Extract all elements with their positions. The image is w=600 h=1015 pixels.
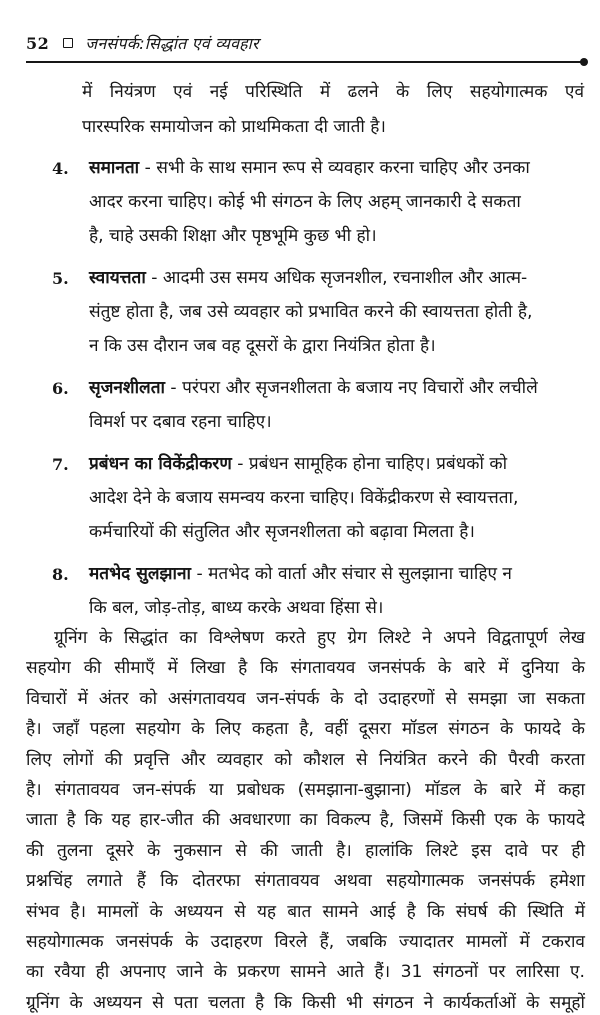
paragraph-line: लिए लोगों की प्रवृत्ति और व्यवहार को कौशल से नियंत्रित करने की पैरवी करता: [26, 749, 585, 770]
list-item-term: समानता: [89, 158, 140, 178]
list-item-first-line: [89, 562, 512, 586]
paragraph-line: संभव है। मामलों के अध्ययन से यह बात सामने आई है कि संघर्ष की स्थिति में: [26, 901, 585, 922]
text-line: में नियंत्रण एवं नई परिस्थिति में ढलने के लिए सहयोगात्मक एवं: [82, 82, 584, 102]
book-title: जनसंपर्क:सिद्धांत एवं व्यवहार: [85, 34, 259, 53]
list-number: 7.: [52, 455, 69, 474]
paragraph-line: विचारों में अंतर को असंगतावयव जन-संपर्क के दो उदाहरणों से समझा जा सकता: [26, 688, 585, 709]
list-item-first-line: [89, 156, 530, 180]
list-item-text: - प्रबंधन सामूहिक होना चाहिए। प्रबंधकों को: [231, 454, 508, 474]
paragraph-line: की तुलना दूसरे के नुकसान से की जाती है। हालांकि लिश्टे इस दावे पर ही: [26, 840, 585, 861]
list-item-text: - आदमी उस समय अधिक सृजनशील, रचनाशील और आत्म-: [145, 268, 528, 288]
list-number: 5.: [52, 269, 69, 288]
paragraph-line: प्रश्नचिंह लगाते हैं कि दोतरफा संगतावयव अथवा सहयोगात्मक जनसंपर्क हमेशा: [26, 871, 585, 892]
paragraph-line: है। संगतावयव जन-संपर्क या प्रबोधक (समझाना-बुझाना) मॉडल के बारे में कहा: [26, 780, 585, 800]
header-rule: [26, 61, 584, 63]
list-item-term: स्वायत्तता: [89, 268, 146, 288]
list-item-term: मतभेद सुलझाना: [89, 564, 191, 584]
text-line: आदर करना चाहिए। कोई भी संगठन के लिए अहम् जानकारी दे सकता: [89, 192, 521, 212]
text-line: कि बल, जोड़-तोड़, बाध्य करके अथवा हिंसा से।: [89, 598, 384, 618]
text-line: पारस्परिक समायोजन को प्राथमिकता दी जाती है।: [82, 117, 386, 137]
text-line: संतुष्ट होता है, जब उसे व्यवहार को प्रभावित करने की स्वायत्तता होती है,: [89, 302, 533, 322]
list-item-text: - सभी के साथ समान रूप से व्यवहार करना चाहिए और उनका: [139, 158, 530, 178]
list-item-first-line: [89, 266, 527, 290]
list-item-term: सृजनशीलता: [89, 378, 165, 398]
paragraph-line: जाता है कि यह हार-जीत की अवधारणा का विकल्प है, जिसमें किसी एक के फायदे: [26, 810, 585, 831]
list-number: 6.: [52, 379, 69, 398]
list-item-first-line: [89, 452, 507, 476]
paragraph-line: सहयोग की सीमाएँ में लिखा है कि संगतावयव जनसंपर्क के बारे में दुनिया के: [26, 658, 585, 679]
rule-end-dot-icon: [580, 58, 588, 66]
paragraph-line: ग्रूनिंग के सिद्धांत का विश्लेषण करते हुए ग्रेग लिश्टे ने अपने विद्वतापूर्ण लेख: [54, 628, 585, 648]
text-line: विमर्श पर दबाव रहना चाहिए।: [89, 412, 272, 432]
list-item-term: प्रबंधन का विकेंद्रीकरण: [89, 454, 232, 474]
running-head: [26, 30, 259, 56]
list-item-text: - परंपरा और सृजनशीलता के बजाय नए विचारों और लचीले: [164, 378, 538, 398]
paragraph-line: सहयोगात्मक जनसंपर्क के उदाहरण विरले हैं, जबकि ज्यादातर मामलों में टकराव: [26, 932, 585, 952]
list-number: 4.: [52, 159, 69, 178]
square-bullet-icon: [63, 38, 73, 48]
text-line: न कि उस दौरान जब वह दूसरों के द्वारा नियंत्रित होता है।: [89, 336, 436, 356]
page-number: 52: [26, 33, 50, 53]
text-line: कर्मचारियों की संतुलित और सृजनशीलता को बढ़ावा मिलता है।: [89, 522, 475, 542]
paragraph-line: का रवैया ही अपनाए जाने के प्रकरण सामने आते हैं। 31 संगठनों पर लारिसा ए.: [26, 962, 585, 983]
list-item-first-line: [89, 376, 538, 400]
paragraph-line: है। जहाँ पहला सहयोग के लिए कहता है, वहीं दूसरा मॉडल संगठन के फायदे के: [26, 719, 585, 740]
text-line: आदेश देने के बजाय समन्वय करना चाहिए। विकेंद्रीकरण से स्वायत्तता,: [89, 488, 519, 508]
list-number: 8.: [52, 565, 69, 584]
paragraph-line: ग्रूनिंग के अध्ययन से पता चलता है कि किसी भी संगठन ने कार्यकर्ताओं के समूहों: [26, 992, 585, 1013]
text-line: है, चाहे उसकी शिक्षा और पृष्ठभूमि कुछ भी हो।: [89, 226, 377, 246]
list-item-text: - मतभेद को वार्ता और संचार से सुलझाना चाहिए न: [190, 564, 512, 584]
